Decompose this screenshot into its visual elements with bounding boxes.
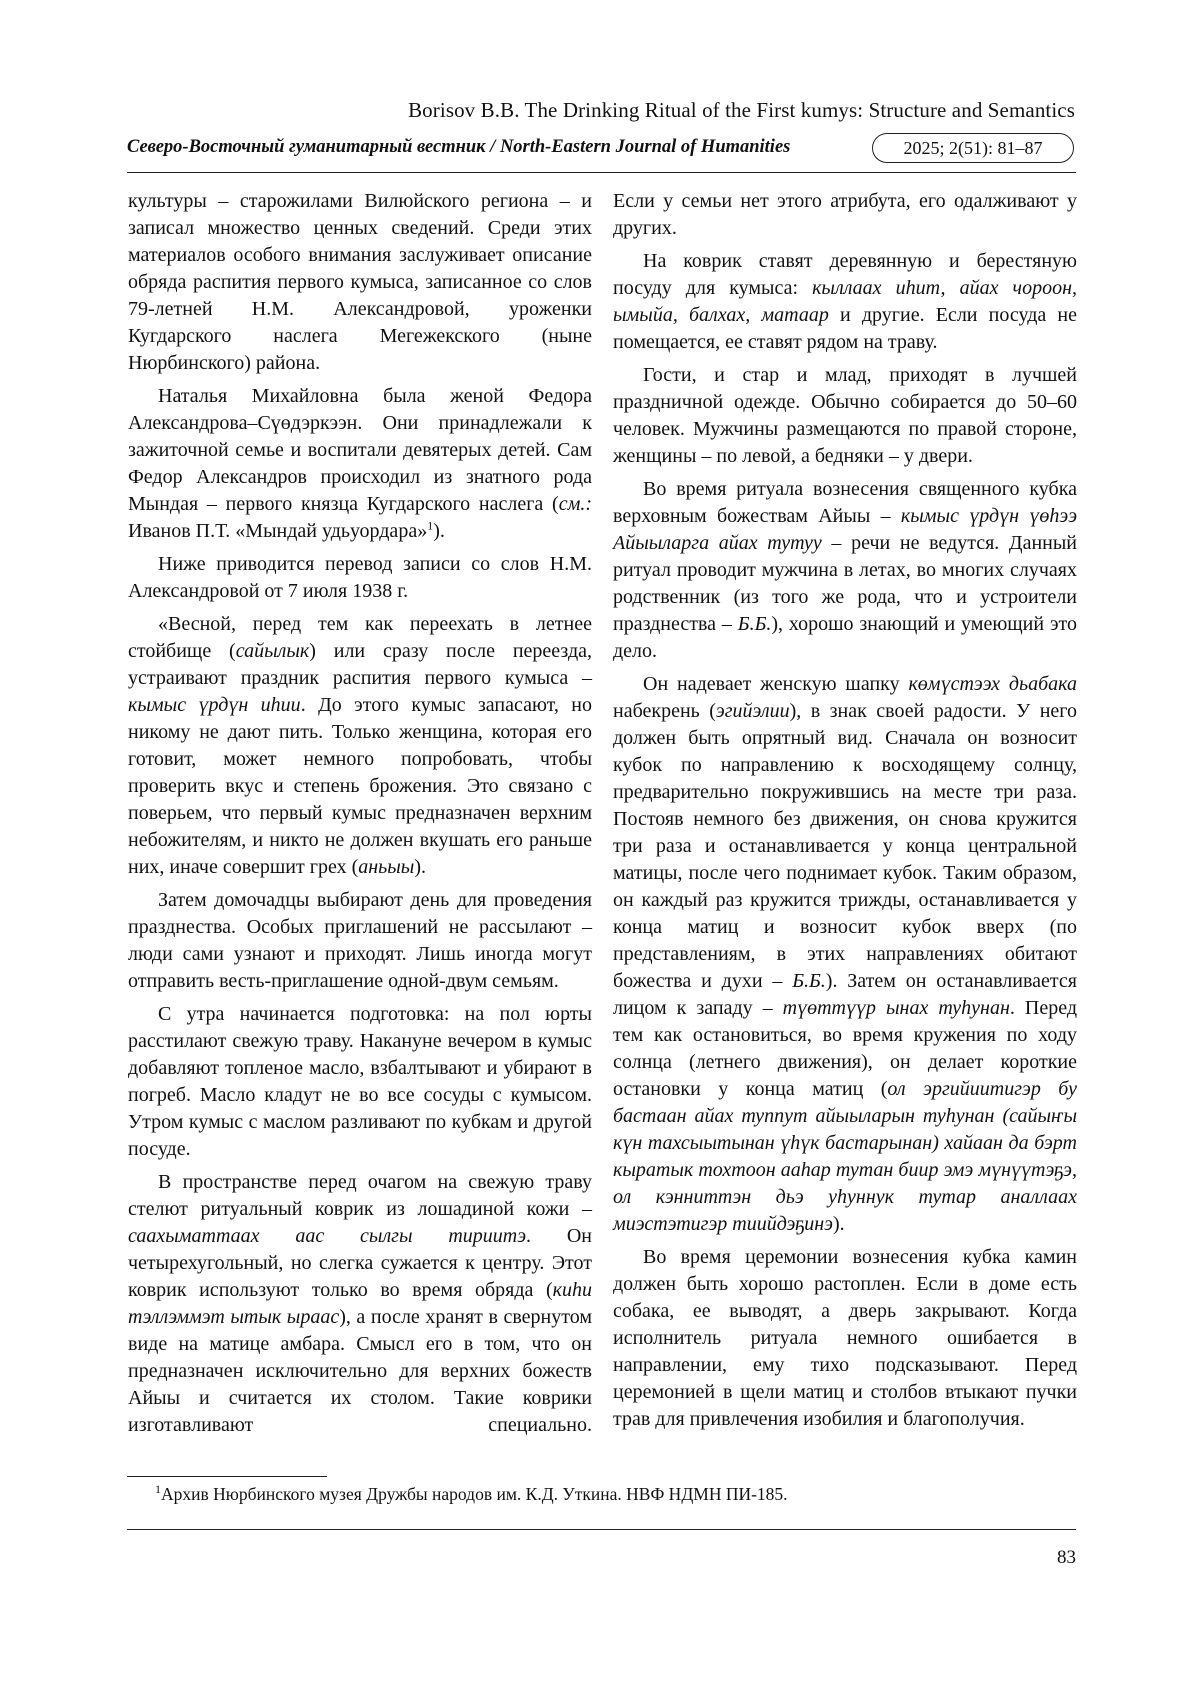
text-run: . До этого кумыс запасают, но никому не дают пить. Только женщина, которая его готовит, может немного попробовать, чтобы проверить вкус и степень брожения. Это связано с поверьем, что первый кумыс предназначен верхним небожителям, и никто не должен вкушать его раньше них, иначе совершит грех ( [128,694,592,878]
italic-term: кыллаах иһит, айах чороон, ымыйа, балхах, матаар [613,277,1077,326]
text-run: ) или сразу после переезда, устраивают праздник распития первого кумыса – [128,640,592,689]
running-title: Borisov B.B. The Drinking Ritual of the First kumys: Structure and Semantics [408,98,1075,122]
italic-term: аньыы [358,856,415,878]
text-run: Он надевает женскую шапку [643,673,909,695]
paragraph: культуры – старожилами Вилюйского региона – и записал множество ценных сведений. Среди этих материалов особого внимания заслуживает описание обряда распития первого кумыса, записанное со слов 79-летней Н.М. Александровой, уроженки Кугдарского наслега Мегежекского (ныне Нюрбинского) района. [128,190,592,374]
italic-term: ол эргийиитигэр бу бастаан айах туппут айыыларын туһунан (сайыҥы күн тахсыытынан үһүк бастарынан) хайаан да бэрт кыратык тохтоон ааһар тутан биир эмэ мүнүүтэҕэ, ол кэнниттэн дьэ уһуннук тутар аналлаах миэстэтигэр тиийдэҕинэ [613,1078,1077,1235]
italic-term: эгийэлии [715,700,790,722]
paragraph: Гости, и стар и млад, приходят в лучшей праздничной одежде. Обычно собирается до 50–60 человек. Мужчины размещаются по правой стороне, женщины – по левой, а бедняки – у двери. [613,364,1077,467]
footnote [155,1484,788,1505]
italic-term: Б.Б. [792,970,826,992]
footnote-text: Архив Нюрбинского музея Дружбы народов им. К.Д. Уткина. НВФ НДМН ПИ-185. [161,1484,788,1504]
text-run: «Весной, перед тем как переехать в летнее стойбище ( [128,613,592,662]
text-run: и другие. Если посуда не помещается, ее ставят рядом на траву. [613,304,1077,353]
paragraph [128,383,592,545]
paragraph: С утра начинается подготовка: на пол юрты расстилают свежую траву. Накануне вечером в кумыс добавляют топленое масло, взбалтывают и убирают в погреб. Масло кладут не во все сосуды с кумысом. Утром кумыс с маслом разливают по кубкам и другой посуде. [128,1003,592,1160]
text-run: Во время ритуала вознесения священного кубка верховным божествам Айыы – [613,478,1077,527]
footnote-marker: 1 [427,518,434,533]
italic-term: кымыс үрдүн үөһээ Айыыларга айах тутуу [613,505,1078,554]
text-run: Иванов П.Т. «Мындай удьуордара» [128,520,428,542]
text-run: На коврик ставят деревянную и берестяную посуду для кумыса: [613,250,1077,299]
issue-badge: 2025; 2(51): 81–87 [872,133,1074,163]
italic-term: сайылык [235,640,310,662]
italic-term: киһи тэллэммэт ытык ыраас [128,1279,592,1328]
paragraph: Ниже приводится перевод записи со слов Н.М. Александровой от 7 июля 1938 г. [128,553,592,602]
italic-term: көмүстээх дьабака [908,673,1078,695]
text-run: ). Затем он останавливается лицом к западу – [613,970,1077,1019]
paragraph [613,248,1077,356]
journal-name: Северо-Восточный гуманитарный вестник / North-Eastern Journal of Humanities [127,137,791,157]
italic-term: түөттүүр ынах туһунан [782,997,1010,1019]
paragraph: Если у семьи нет этого атрибута, его одалживают у других. [613,190,1077,239]
text-run: ), хорошо знающий и умеющий это дело. [613,613,1078,662]
italic-term: Б.Б. [737,613,772,635]
text-run: . Он четырехугольный, но слегка сужается к центру. Этот коврик используют только во время обряда ( [128,1225,592,1301]
footnote-mark: 1 [155,1482,161,1497]
paragraph [128,1169,592,1439]
italic-term: кымыс үрдүн иһии [128,694,301,716]
text-run: ). [414,856,427,878]
left-column [128,188,592,1439]
paragraph: Затем домочадцы выбирают день для проведения празднества. Особых приглашений не рассылают – люди сами узнают и приходят. Лишь иногда могут отправить весть-приглашение одной-двум семьям. [128,889,592,992]
header-divider [127,172,1076,173]
text-run: ), в знак своей радости. У него должен быть опрятный вид. Сначала он возносит кубок по направлению к восходящему солнцу, предварительно покружившись на месте три раза. Постояв немного без движения, он снова кружится три раза и останавливается у конца центральной матицы, после чего поднимает кубок. Таким образом, он каждый раз кружится трижды, останавливается у конца матиц и возносит кубок вверх (по представлениям, в этих направлениях обитают божества и духи – [613,700,1078,992]
paragraph: Во время церемонии вознесения кубка камин должен быть хорошо растоплен. Если в доме есть собака, ее выводят, а дверь закрывают. Когда исполнитель ритуала немного ошибается в направлении, ему тихо подсказывают. Перед церемонией в щели матиц и столбов втыкают пучки трав для привлечения изобилия и благополучия. [613,1246,1077,1430]
text-run: ). [833,1213,845,1235]
text-run: В пространстве перед очагом на свежую траву стелют ритуальный коврик из лошадиной кожи – [128,1171,592,1220]
right-column [613,188,1077,1433]
page-number: 83 [1057,1547,1076,1568]
text-run: – речи не ведутся. Данный ритуал проводит мужчина в летах, во многих случаях родственник (из того же рода, что и устроители празднества – [613,532,1077,635]
text-run: . Перед тем как остановиться, во время кружения по ходу солнца (летнего движения), он делает короткие остановки у конца матиц ( [613,997,1078,1100]
paragraph [128,611,592,881]
footnote-divider [127,1476,327,1477]
text-run: Наталья Михайловна была женой Федора Александрова–Сүөдэркээн. Они принадлежали к зажиточной семье и воспитали девятерых детей. Сам Федор Александров происходил из знатного рода Мындая – первого князца Кугдарского наслега ( [128,385,592,515]
footer-divider [127,1529,1076,1530]
paragraph [613,476,1077,665]
italic-term: саахыматтаах аас сылгы тириитэ [128,1225,527,1247]
paragraph [613,671,1077,1238]
text-run: ), а после хранят в свернутом виде на матице амбара. Смысл его в том, что он предназначен исключительно для верхних божеств Айыы и считается их столом. Такие коврики изготавливают специально. [128,1306,592,1436]
text-run: ). [433,520,445,542]
italic-term: см.: [558,493,592,515]
text-run: набекрень ( [613,700,716,722]
